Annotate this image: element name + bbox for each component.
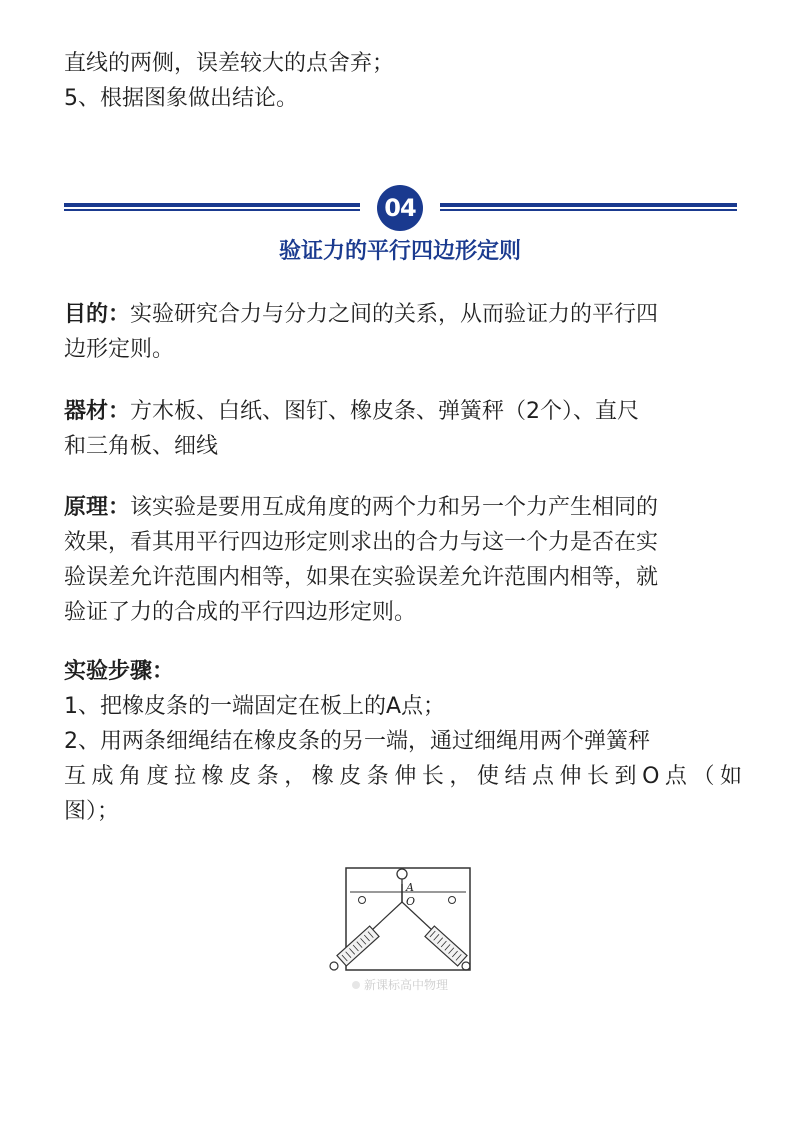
principle-label: 原理：	[64, 495, 131, 520]
watermark-text: 新课标高中物理	[364, 978, 449, 992]
header-rule-left	[64, 203, 360, 211]
step-2-line-1: 2、用两条细绳结在橡皮条的另一端，通过细绳用两个弹簧秤	[64, 729, 650, 754]
principle-text-3: 验误差允许范围内相等，如果在实验误差允许范围内相等，就	[64, 565, 659, 590]
step-1: 1、把橡皮条的一端固定在板上的A点；	[64, 694, 446, 719]
section-number-badge: 04	[377, 185, 423, 231]
equipment-label: 器材：	[64, 399, 131, 424]
label-a: A	[406, 881, 414, 894]
purpose-block	[64, 297, 742, 367]
principle-block	[64, 490, 742, 630]
equipment-text-2: 和三角板、细线	[64, 434, 219, 459]
principle-text-4: 验证了力的合成的平行四边形定则。	[64, 600, 417, 625]
header-rule-right	[440, 203, 737, 211]
intro-block	[64, 46, 742, 116]
equipment-text-1: 方木板、白纸、图钉、橡皮条、弹簧秤（2个）、直尺	[130, 399, 640, 424]
label-o: O	[406, 895, 416, 908]
steps-block	[64, 654, 742, 829]
intro-line-1: 直线的两侧，误差较大的点舍弃；	[64, 51, 395, 76]
section-title: 验证力的平行四边形定则	[278, 239, 521, 264]
step-2-line-2: 互成角度拉橡皮条，橡皮条伸长，使结点伸长到O点（如	[64, 764, 742, 789]
equipment-block	[64, 394, 742, 464]
steps-label: 实验步骤：	[64, 659, 175, 684]
experiment-figure	[320, 862, 478, 994]
parallelogram-apparatus-diagram	[320, 862, 478, 994]
step-2-line-3: 图）；	[64, 799, 120, 824]
principle-text-1: 该实验是要用互成角度的两个力和另一个力产生相同的	[130, 495, 659, 520]
section-header	[64, 182, 737, 234]
intro-line-2: 5、根据图象做出结论。	[64, 86, 298, 111]
purpose-label: 目的：	[64, 302, 131, 327]
principle-text-2: 效果，看其用平行四边形定则求出的合力与这一个力是否在实	[64, 530, 659, 555]
purpose-text-2: 边形定则。	[64, 337, 175, 362]
purpose-text-1: 实验研究合力与分力之间的关系，从而验证力的平行四	[130, 302, 659, 327]
